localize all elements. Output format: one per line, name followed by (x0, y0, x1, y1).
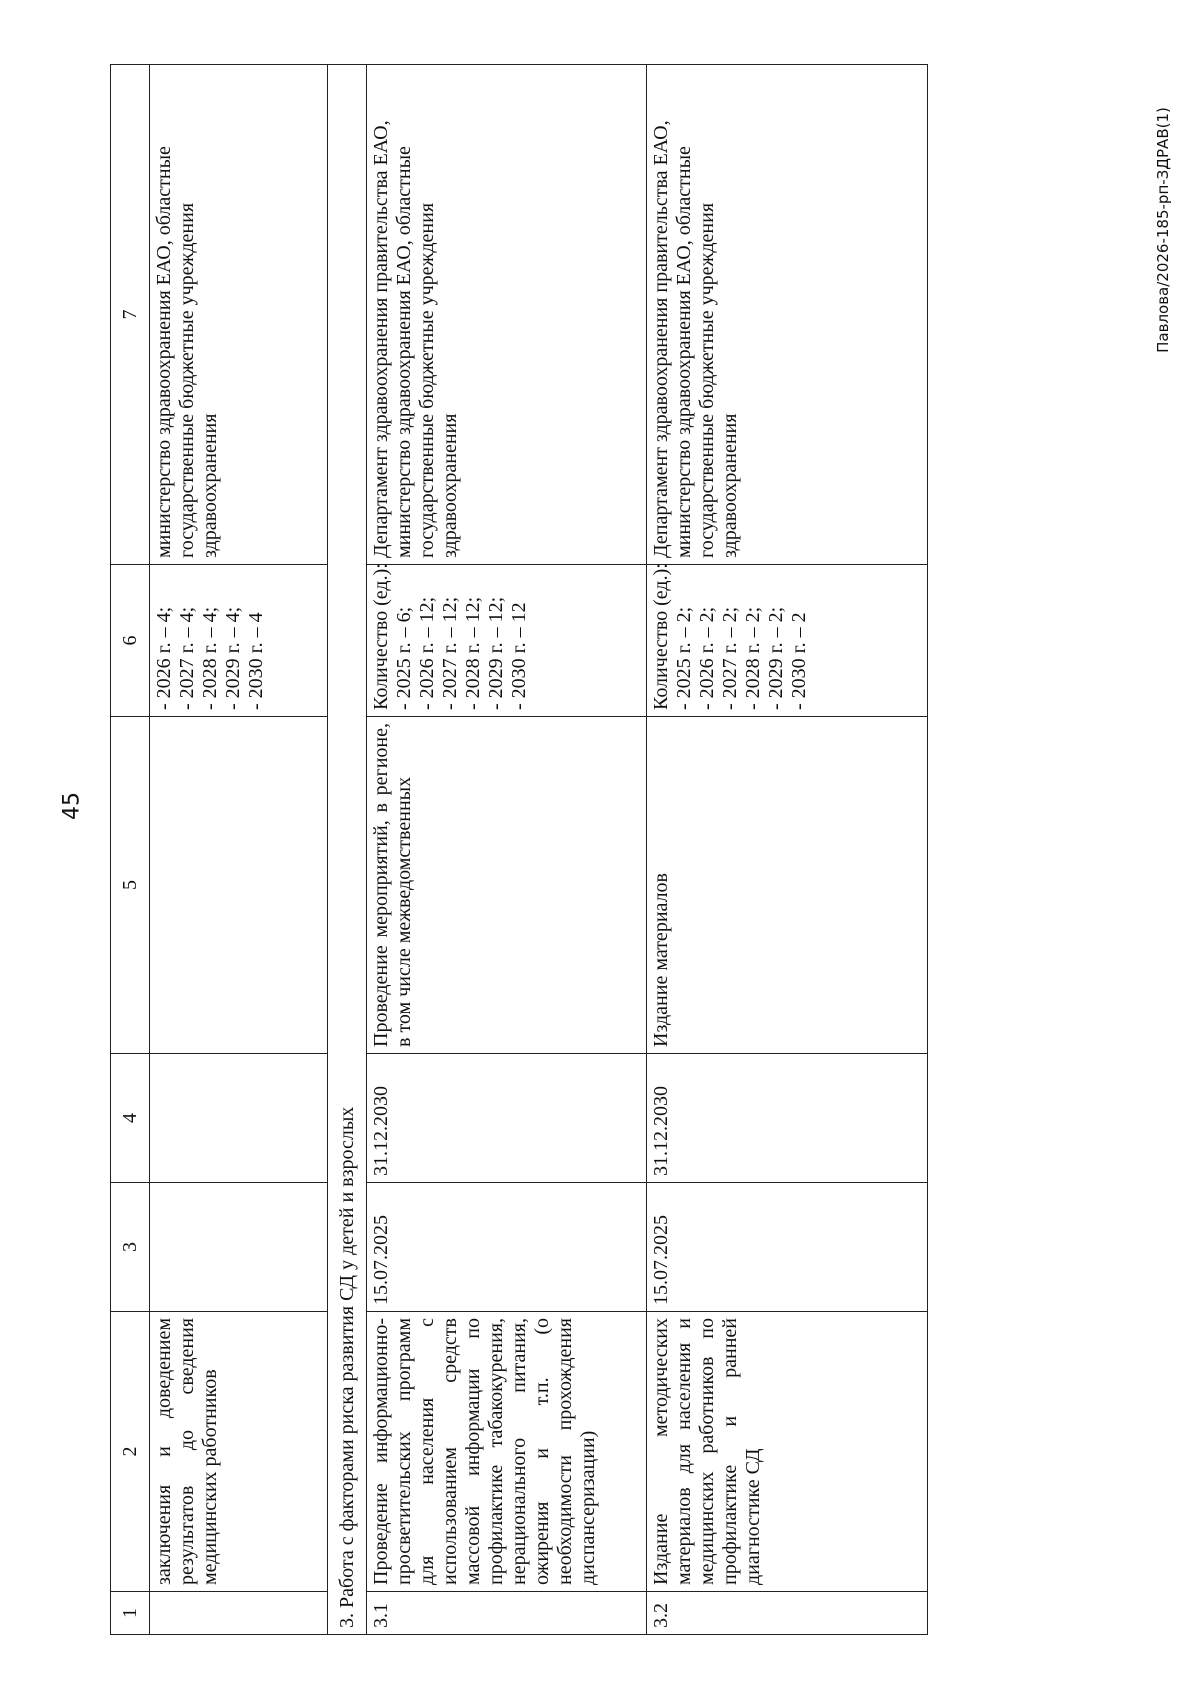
indicator-cell (150, 717, 328, 1054)
header-cell: 7 (111, 65, 150, 565)
start-date-cell: 15.07.2025 (647, 1183, 928, 1312)
value-line: - 2030 г. – 12 (508, 602, 530, 710)
table-row-continued (150, 65, 328, 1635)
measures-table (110, 64, 928, 1635)
end-date-cell: 31.12.2030 (647, 1054, 928, 1183)
values-cell (150, 565, 328, 717)
value-line: - 2026 г. – 4; (153, 606, 175, 710)
header-cell: 1 (111, 1592, 150, 1635)
values-cell (367, 565, 647, 717)
start-date-cell: 15.07.2025 (367, 1183, 647, 1312)
end-date-cell: 31.12.2030 (367, 1054, 647, 1183)
measure-name-cell: Издание методических материалов для населения и медицинских работников по профилактике и ранней диагностике СД (647, 1312, 928, 1592)
header-row (111, 65, 150, 1635)
header-cell: 3 (111, 1183, 150, 1312)
start-date-cell (150, 1183, 328, 1312)
end-date-cell (150, 1054, 328, 1183)
value-line: - 2029 г. – 2; (765, 606, 787, 710)
value-line: - 2028 г. – 12; (462, 596, 484, 710)
value-line: - 2027 г. – 2; (719, 606, 741, 710)
value-line: - 2025 г. – 6; (393, 606, 415, 710)
header-cell: 5 (111, 717, 150, 1054)
page-number-text: 45 (59, 792, 85, 820)
value-line: Количество (ед.): (370, 563, 392, 710)
value-line: - 2028 г. – 2; (742, 606, 764, 710)
row-number-cell (150, 1592, 328, 1635)
section-title: 3. Работа с факторами риска развития СД у детей и взрослых (328, 65, 367, 1635)
document-reference-text: Павлова/2026-185-рп-ЗДРАВ(1) (1154, 107, 1172, 353)
indicator-cell: Проведение мероприятий, в регионе, в том числе межведомственных (367, 717, 647, 1054)
value-line: - 2029 г. – 4; (222, 606, 244, 710)
responsible-cell: министерство здравоохранения ЕАО, областные государственные бюджетные учреждения здравоохранения (150, 65, 328, 565)
indicator-cell: Издание материалов (647, 717, 928, 1054)
measure-name-cell: заключения и доведением результатов до сведения медицинских работников (150, 1312, 328, 1592)
value-line: - 2030 г. – 2 (788, 612, 810, 710)
value-line: - 2026 г. – 2; (696, 606, 718, 710)
rotated-table-canvas (110, 65, 1050, 1635)
responsible-cell: Департамент здравоохранения правительства ЕАО, министерство здравоохранения ЕАО, областные государственные бюджетные учреждения здравоохранения (367, 65, 647, 565)
header-cell: 6 (111, 565, 150, 717)
values-cell (647, 565, 928, 717)
value-line: - 2030 г. – 4 (245, 612, 267, 710)
header-cell: 2 (111, 1312, 150, 1592)
row-number-cell: 3.2 (647, 1592, 928, 1635)
value-line: - 2029 г. – 12; (485, 596, 507, 710)
value-line: - 2026 г. – 12; (416, 596, 438, 710)
value-line: - 2025 г. – 2; (673, 606, 695, 710)
table-row (647, 65, 928, 1635)
measure-name-cell: Проведение информационно-просветительских программ для населения с использованием средств массовой информации по профилактике табакокурения, нерационального питания, ожирения и т.п. (о необходимости прохождения диспансеризации) (367, 1312, 647, 1592)
value-line: - 2027 г. – 12; (439, 596, 461, 710)
value-line: Количество (ед.): (650, 563, 672, 710)
table-row (367, 65, 647, 1635)
value-line: - 2027 г. – 4; (176, 606, 198, 710)
header-cell: 4 (111, 1054, 150, 1183)
responsible-cell: Департамент здравоохранения правительства ЕАО, министерство здравоохранения ЕАО, областные государственные бюджетные учреждения здравоохранения (647, 65, 928, 565)
row-number-cell: 3.1 (367, 1592, 647, 1635)
value-line: - 2028 г. – 4; (199, 606, 221, 710)
section-row (328, 65, 367, 1635)
